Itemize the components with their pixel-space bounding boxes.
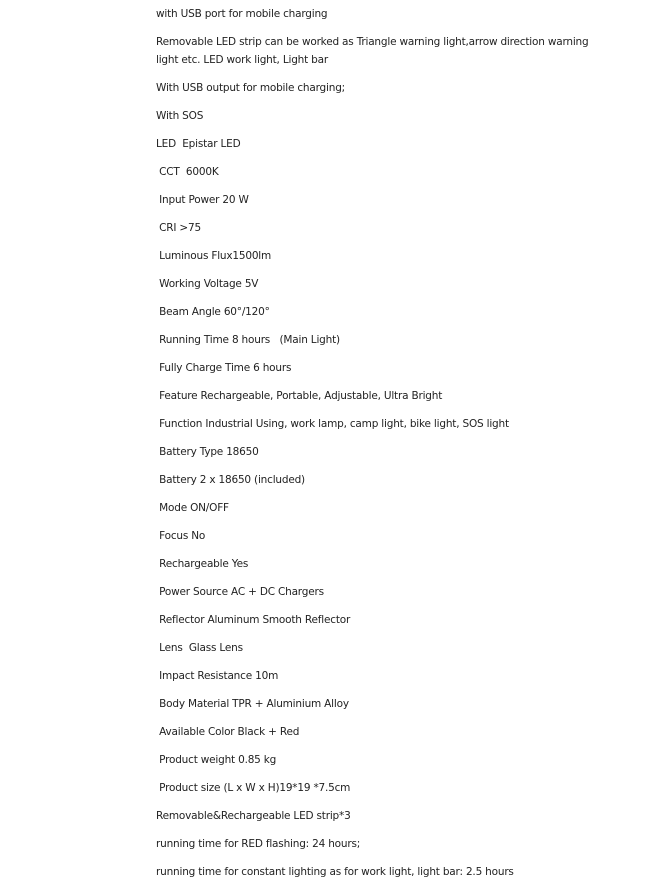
text-line: Battery Type 18650	[156, 446, 259, 458]
text-line: Beam Angle 60°/120°	[156, 306, 270, 318]
text-line: Product weight 0.85 kg	[156, 754, 277, 766]
text-line: Fully Charge Time 6 hours	[156, 362, 292, 374]
text-line: Feature Rechargeable, Portable, Adjustable, Ultra Bright	[156, 390, 443, 402]
text-line: Lens Glass Lens	[156, 642, 243, 654]
text-line: Body Material TPR + Aluminium Alloy	[156, 698, 349, 710]
text-line: Running Time 8 hours (Main Light)	[156, 334, 340, 346]
text-line: Power Source AC + DC Chargers	[156, 586, 324, 598]
text-line: Rechargeable Yes	[156, 558, 249, 570]
text-line: Luminous Flux1500lm	[156, 250, 272, 262]
text-line: running time for constant lighting as for work light, light bar: 2.5 hours	[156, 866, 514, 878]
text-line: With SOS	[156, 110, 204, 122]
text-line: Available Color Black + Red	[156, 726, 300, 738]
text-line: Product size (L x W x H)19*19 *7.5cm	[156, 782, 351, 794]
text-line: Removable&Rechargeable LED strip*3	[156, 810, 351, 822]
text-line: with USB port for mobile charging	[156, 8, 328, 20]
text-line: Working Voltage 5V	[156, 278, 259, 290]
text-line: With USB output for mobile charging;	[156, 82, 345, 94]
text-line: Impact Resistance 10m	[156, 670, 279, 682]
text-line: Battery 2 x 18650 (included)	[156, 474, 305, 486]
text-line: Focus No	[156, 530, 206, 542]
text-line: Mode ON/OFF	[156, 502, 229, 514]
text-line: CRI >75	[156, 222, 201, 234]
text-line: Function Industrial Using, work lamp, camp light, bike light, SOS light	[156, 418, 509, 430]
text-line: running time for RED flashing: 24 hours;	[156, 838, 361, 850]
text-line: LED Epistar LED	[156, 138, 241, 150]
text-line: Reflector Aluminum Smooth Reflector	[156, 614, 351, 626]
text-line: CCT 6000K	[156, 166, 219, 178]
text-line: Input Power 20 W	[156, 194, 249, 206]
text-line: Removable LED strip can be worked as Triangle warning light,arrow direction warning light etc. LED work light, Light bar	[156, 36, 592, 66]
